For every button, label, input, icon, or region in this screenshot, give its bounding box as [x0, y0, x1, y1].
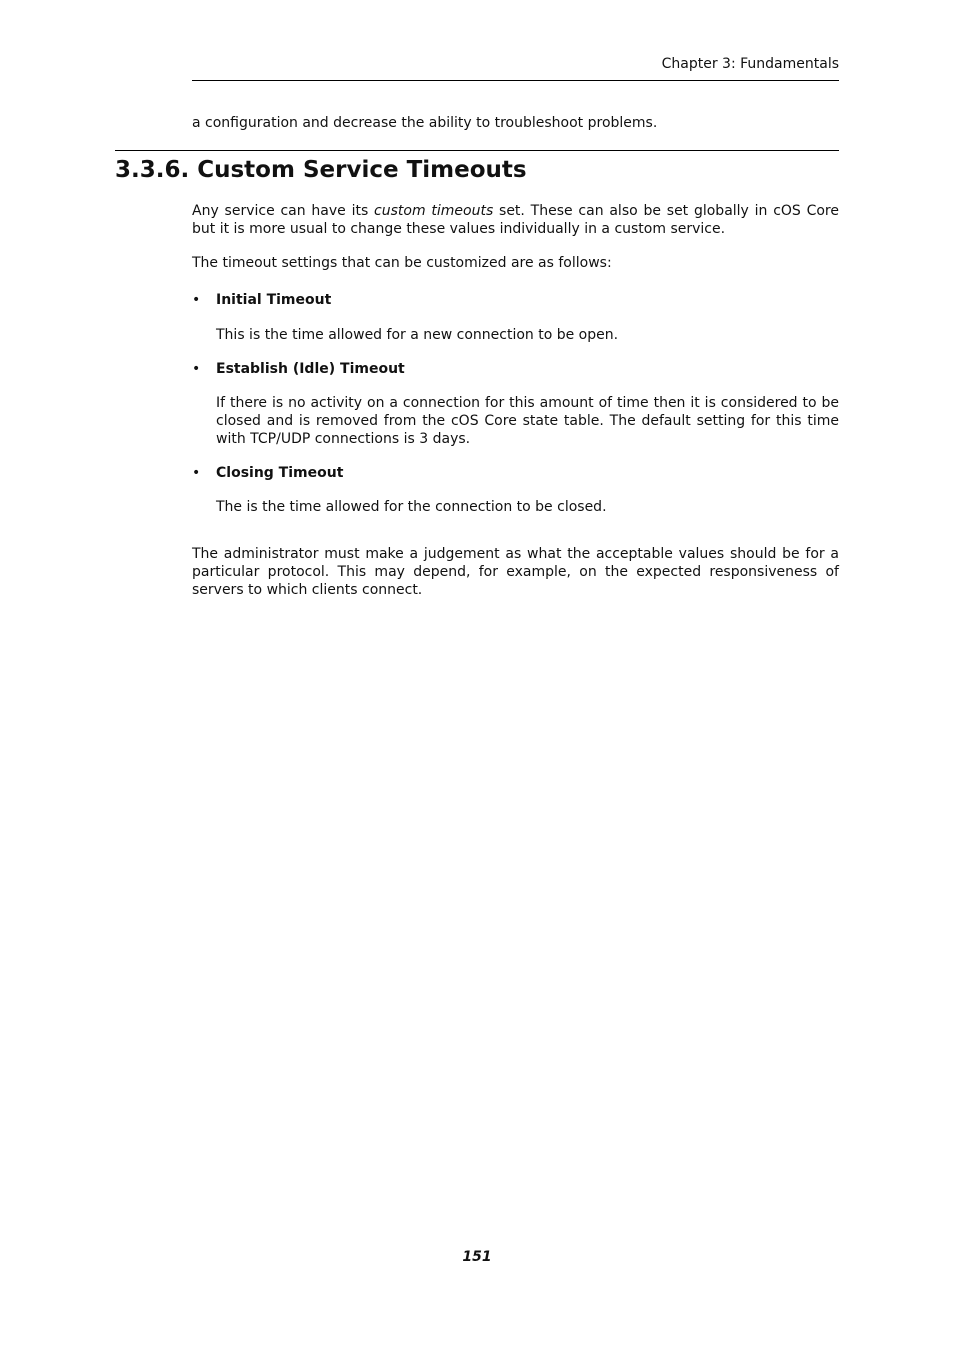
closing-paragraph: The administrator must make a judgement as what the acceptable values should be for a particular protocol. This may depend, for example, on the expected responsiveness of servers to which clients connect.: [192, 546, 839, 598]
item-description-initial-timeout: This is the time allowed for a new connection to be open.: [216, 327, 619, 343]
item-term-establish-timeout: Establish (Idle) Timeout: [216, 361, 405, 377]
settings-intro-paragraph: The timeout settings that can be customized are as follows:: [192, 255, 612, 271]
section-rule: [115, 150, 839, 151]
header-rule: [192, 80, 839, 81]
bullet-marker: •: [192, 465, 201, 481]
page-number: 151: [462, 1249, 492, 1265]
section-heading: 3.3.6. Custom Service Timeouts: [115, 157, 527, 183]
intro-paragraph-text-start: Any service can have its: [192, 203, 375, 219]
continuation-paragraph: a configuration and decrease the ability to troubleshoot problems.: [192, 115, 658, 131]
item-term-closing-timeout: Closing Timeout: [216, 465, 344, 481]
bullet-marker: •: [192, 361, 201, 377]
intro-paragraph: [192, 202, 839, 238]
item-description-establish-timeout: If there is no activity on a connection for this amount of time then it is considered to be closed and is removed from the cOS Core state table. The default setting for this time with TCP/UDP connections is 3 days.: [216, 395, 839, 447]
running-header: Chapter 3: Fundamentals: [661, 56, 839, 72]
item-term-initial-timeout: Initial Timeout: [216, 292, 332, 308]
bullet-marker: •: [192, 292, 201, 308]
intro-paragraph-text-end: set. These can also be set globally in cOS Core but it is more usual to change these values individually in a custom service.: [192, 203, 839, 237]
item-description-closing-timeout: The is the time allowed for the connection to be closed.: [216, 499, 607, 515]
intro-paragraph-emphasis: custom timeouts: [374, 203, 494, 219]
